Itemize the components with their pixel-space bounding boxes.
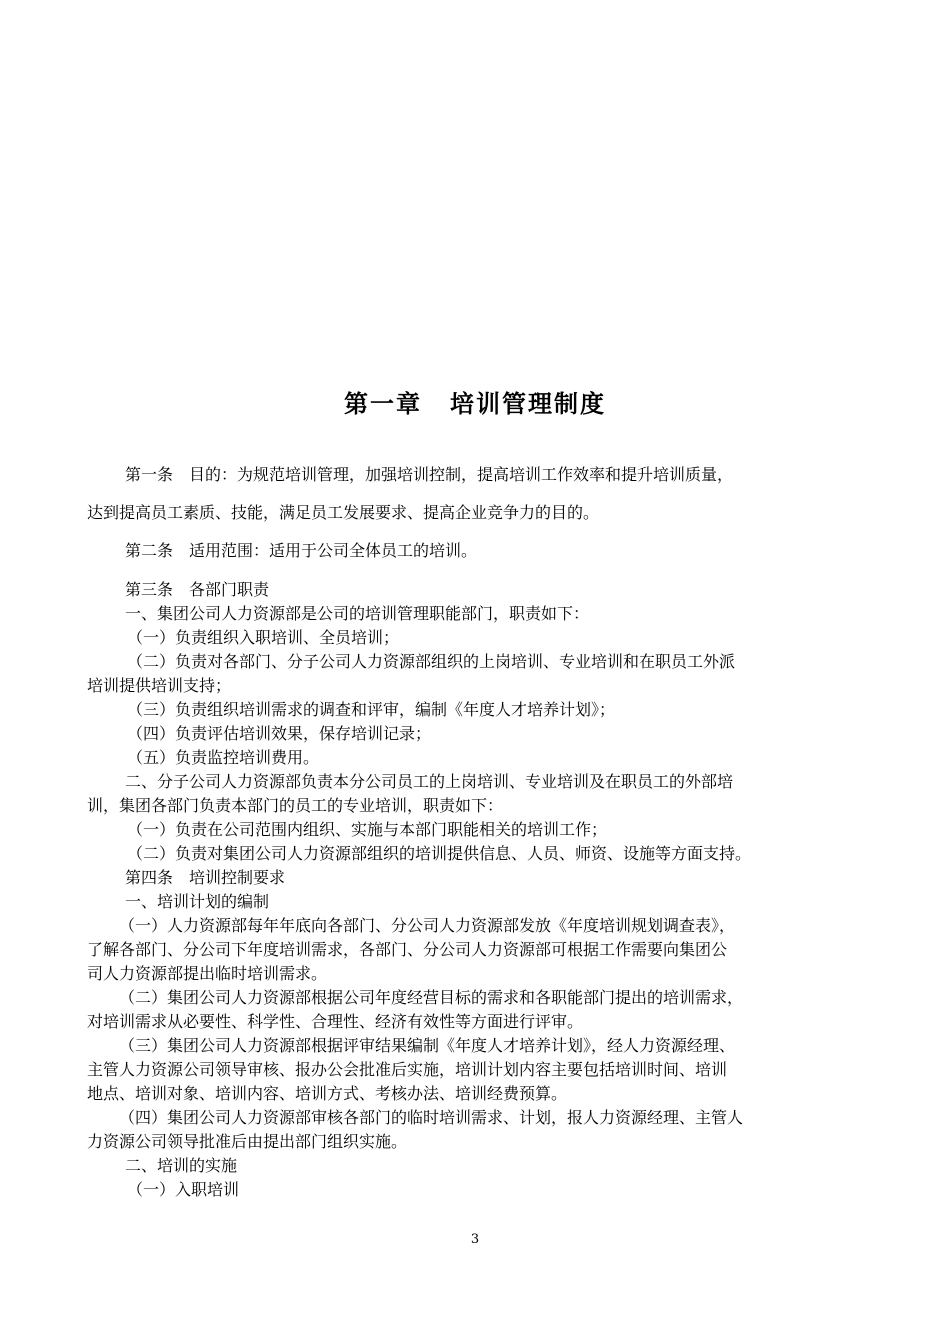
- chapter-title: [0, 384, 950, 419]
- text-line: 达到提高员工素质、技能，满足员工发展要求、提高企业竞争力的目的。: [87, 503, 600, 522]
- text-line: 训，集团各部门负责本部门的员工的专业培训，职责如下：: [87, 796, 504, 815]
- article-2: [87, 532, 863, 570]
- item: [87, 650, 863, 698]
- item: [87, 626, 863, 650]
- text-line: （一）入职培训: [127, 1180, 240, 1199]
- item: [87, 1106, 863, 1154]
- text-line: 力资源公司领导批准后由提出部门组织实施。: [87, 1132, 408, 1151]
- text-line: 了解各部门、分公司下年度培训需求，各部门、分公司人力资源部可根据工作需要向集团公: [87, 940, 728, 959]
- text-line: 二、培训的实施: [125, 1156, 238, 1175]
- item: [87, 1178, 863, 1202]
- item: [87, 746, 863, 770]
- text-line: （三）负责组织培训需求的调查和评审，编制《年度人才培养计划》；: [127, 700, 616, 719]
- text-line: （四）负责评估培训效果，保存培训记录；: [127, 724, 432, 743]
- text-line: （一）人力资源部每年年底向各部门、分公司人力资源部发放《年度培训规划调查表》，: [119, 916, 736, 935]
- text-line: （三）集团公司人力资源部根据评审结果编制《年度人才培养计划》，经人力资源经理、: [119, 1036, 736, 1055]
- item: [87, 818, 863, 842]
- text-line: 一、集团公司人力资源部是公司的培训管理职能部门，职责如下：: [125, 604, 590, 623]
- section-heading: [87, 1154, 863, 1178]
- text-line: （一）负责组织入职培训、全员培训；: [127, 628, 400, 647]
- text-line: 第四条 培训控制要求: [125, 868, 286, 887]
- text-line: （四）集团公司人力资源部审核各部门的临时培训需求、计划，报人力资源经理、主管人: [119, 1108, 744, 1127]
- text-line: 对培训需求从必要性、科学性、合理性、经济有效性等方面进行评审。: [87, 1012, 584, 1031]
- text-line: 主管人力资源公司领导审核、报办公会批准后实施，培训计划内容主要包括培训时间、培训: [87, 1060, 728, 1079]
- text-line: 第一条 目的：为规范培训管理，加强培训控制，提高培训工作效率和提升培训质量，: [125, 465, 734, 484]
- article-3-heading: [87, 578, 863, 602]
- article-4-heading: [87, 866, 863, 890]
- section-heading: [87, 890, 863, 914]
- article-1: [87, 456, 863, 494]
- item: [87, 914, 863, 986]
- item: [87, 698, 863, 722]
- chapter-number: 第一章: [344, 389, 422, 418]
- text-line: 培训提供培训支持；: [87, 676, 232, 695]
- section-2: [87, 770, 863, 818]
- text-line: 一、培训计划的编制: [125, 892, 270, 911]
- text-line: （二）负责对各部门、分子公司人力资源部组织的上岗培训、专业培训和在职员工外派: [127, 652, 736, 671]
- text-line: 二、分子公司人力资源部负责本分公司员工的上岗培训、专业培训及在职员工的外部培: [125, 772, 734, 791]
- text-line: （一）负责在公司范围内组织、实施与本部门职能相关的培训工作；: [127, 820, 608, 839]
- text-line: （五）负责监控培训费用。: [127, 748, 320, 767]
- section-1: [87, 602, 863, 626]
- page-number: 3: [470, 1232, 480, 1247]
- text-line: （二）负责对集团公司人力资源部组织的培训提供信息、人员、师资、设施等方面支持。: [127, 844, 752, 863]
- item: [87, 842, 863, 866]
- document-body: [87, 456, 863, 1202]
- text-line: 司人力资源部提出临时培训需求。: [87, 964, 328, 983]
- text-line: （二）集团公司人力资源部根据公司年度经营目标的需求和各职能部门提出的培训需求，: [119, 988, 744, 1007]
- item: [87, 986, 863, 1034]
- text-line: 第二条 适用范围：适用于公司全体员工的培训。: [125, 541, 478, 560]
- text-line: 第三条 各部门职责: [125, 580, 270, 599]
- article-1-continued: [87, 494, 863, 532]
- item: [87, 1034, 863, 1106]
- text-line: 地点、培训对象、培训内容、培训方式、考核办法、培训经费预算。: [87, 1084, 568, 1103]
- chapter-name: 培训管理制度: [450, 389, 606, 418]
- item: [87, 722, 863, 746]
